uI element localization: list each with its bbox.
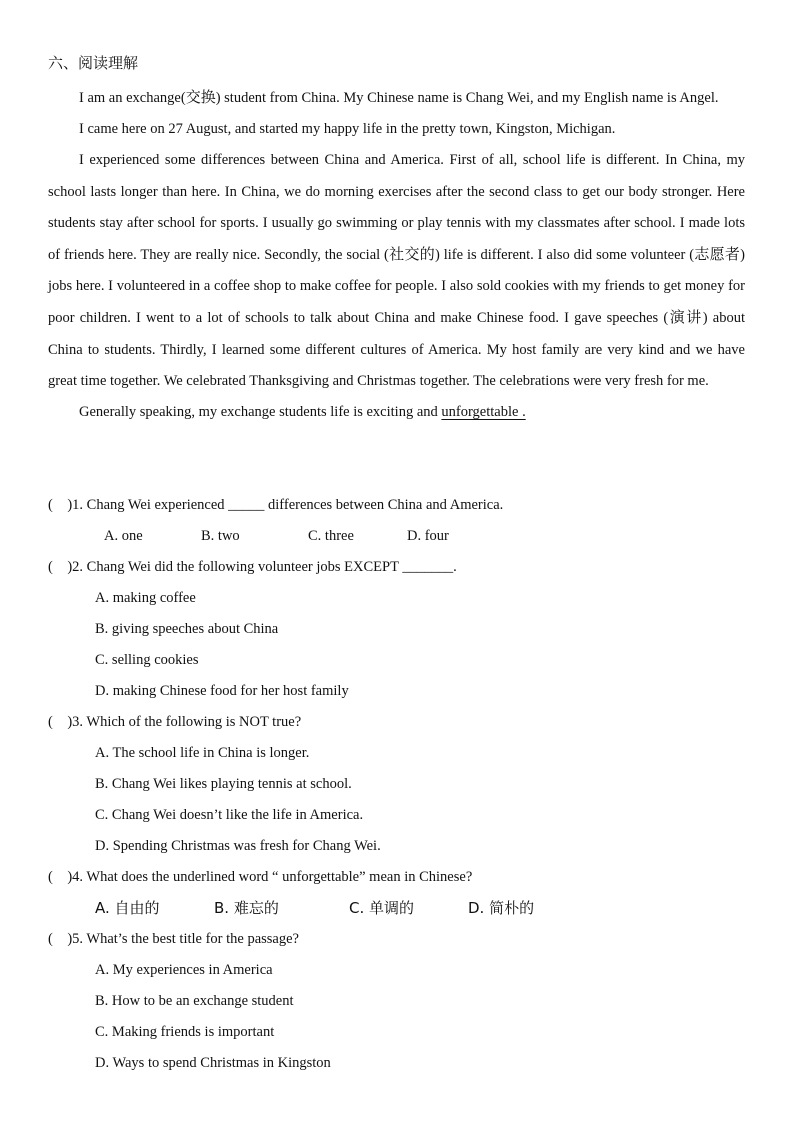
option-d: D. Spending Christmas was fresh for Chang Wei. [95,838,381,854]
question-3 [48,707,745,862]
option-d: D. making Chinese food for her host family [95,683,349,699]
passage-text: ) life is different. I also did some volunteer ( [435,247,695,264]
section-title: 六、阅读理解 [48,54,139,72]
option-row [48,521,745,552]
question-1 [48,490,745,552]
passage-paragraph-1 [48,82,745,114]
passage-paragraph-3 [48,145,745,397]
question-stem: ( )2. Chang Wei did the following volunteer jobs EXCEPT _______. [48,559,457,575]
chinese-gloss: 志愿者 [694,245,741,264]
option-b: B. Chang Wei likes playing tennis at school. [95,776,352,792]
option-a: A. My experiences in America [95,962,273,978]
passage-text: ) jobs here. I volunteered in a coffee shop to make coffee for people. I also sold cookies with my friends to get money for poor children. I went to a lot of schools to talk about China and make Chinese food. I gave speeches ( [48,247,745,327]
question-stem: ( )4. What does the underlined word “ unforgettable” mean in Chinese? [48,869,473,885]
passage-paragraph-2: I came here on 27 August, and started my happy life in the pretty town, Kingston, Michigan. [79,121,616,138]
question-5 [48,924,745,1079]
option-d: D. Ways to spend Christmas in Kingston [95,1055,331,1071]
passage-paragraph-4 [48,397,745,428]
option-c: C. selling cookies [95,652,199,668]
passage-text: ) student from China. My Chinese name is Chang Wei, and my English name is Angel. [215,90,719,106]
chinese-gloss: 社交的 [388,245,435,264]
option-c: C. Making friends is important [95,1024,275,1040]
option-a: A. making coffee [95,590,196,606]
passage-text: I am an exchange( [79,90,186,106]
question-4 [48,862,745,924]
option-a: A. one [104,528,143,544]
option-b: B. giving speeches about China [95,621,279,637]
option-d: D. 简朴的 [468,899,535,917]
option-d: D. four [407,528,449,544]
passage-text: ) about China to students. Thirdly, I learned some different cultures of America. My host family are very kind and we have great time together. We celebrated Thanksgiving and Christmas together. The celebrations were very fresh for me. [48,310,745,389]
reading-passage [48,82,745,428]
question-stem: ( )1. Chang Wei experienced _____ differences between China and America. [48,497,504,513]
question-stem: ( )3. Which of the following is NOT true? [48,714,302,730]
option-row [48,893,745,924]
option-c: C. 单调的 [349,899,415,917]
option-b: B. How to be an exchange student [95,993,294,1009]
chinese-gloss: 交换 [185,88,216,106]
option-a: A. 自由的 [95,899,160,917]
passage-text: I experienced some differences between China and America. First of all, school life is different. In China, my school lasts longer than here. In China, we do morning exercises after the second class to get our body stronger. Here students stay after school for sports. I usually go swimming or play tennis with my classmates after school. I made lots of friends here. They are really nice. Secondly, the social ( [48,152,745,264]
question-list [48,490,745,1079]
option-b: B. two [201,528,240,544]
question-2 [48,552,745,707]
option-c: C. three [308,528,354,544]
option-b: B. 难忘的 [214,899,279,917]
chinese-gloss: 演讲 [668,308,703,327]
underlined-word: unforgettable . [441,404,526,421]
option-c: C. Chang Wei doesn’t like the life in America. [95,807,364,823]
passage-text: Generally speaking, my exchange students life is exciting and [79,404,442,421]
question-stem: ( )5. What’s the best title for the passage? [48,931,299,947]
option-a: A. The school life in China is longer. [95,745,310,761]
